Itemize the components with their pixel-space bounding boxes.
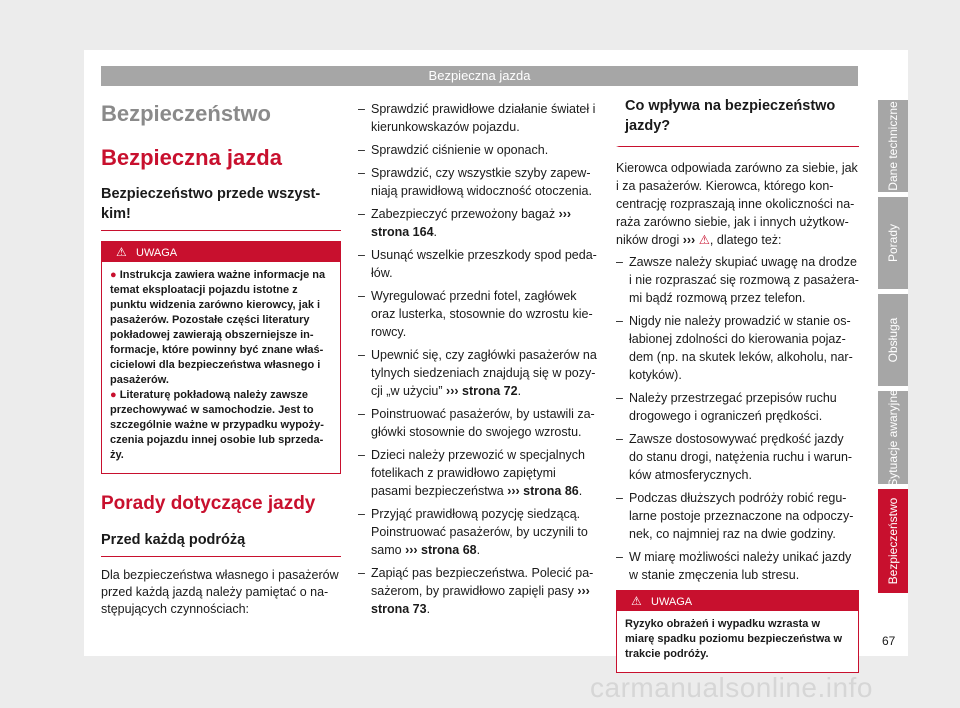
checklist-item: – Dzieci należy przewozić w specjalnych fotelikach z prawidłowo zapiętymi pasami bezpieczeństwa ››› strona 86. — [358, 446, 598, 500]
warning-label: UWAGA — [136, 247, 178, 259]
page-reference-link[interactable]: ››› strona 72 — [446, 384, 518, 398]
advice-item: – Nigdy nie należy prowadzić w stanie os-łabionej zdolności do kierowania pojaz-dem (np. na skutek leków, alkoholu, nar-kotyków). — [616, 312, 859, 384]
advice-item: – Zawsze dostosowywać prędkość jazdy do stanu drogi, natężenia ruchu i warun-ków atmosferycznych. — [616, 430, 859, 484]
section-title: Bezpieczna jazda — [101, 145, 282, 170]
page-reference-link[interactable]: ››› strona 164 — [371, 207, 572, 239]
warning-icon: ⚠ — [631, 594, 642, 608]
column-right — [616, 96, 859, 673]
advice-item: – Podczas dłuższych podróży robić regu-larne postoje przeznaczone na odpoczy-nek, co najmniej raz na dwie godziny. — [616, 489, 859, 543]
checklist-item: – Zapiąć pas bezpieczeństwa. Polecić pa-sażerom, by prawidłowo zapięli pasy ››› strona 73. — [358, 564, 598, 618]
warning-icon: ⚠ — [698, 233, 710, 247]
warning-header — [102, 242, 340, 262]
tab-obsluga[interactable]: Obsługa — [878, 294, 908, 386]
page-reference-link[interactable]: ››› strona 73 — [371, 584, 590, 616]
section-title-2: Porady dotyczące jazdy — [101, 493, 316, 514]
warning-item: ● Instrukcja zawiera ważne informacje na temat eksploatacji pojazdu istotne z punktu widzenia zarówno kierowcy, jak i pasażerów. Pozostałe części literatury pokładowej zawierają obszerniejsze in-formacje, które powinny być znane właś-cicielowi dla bezpieczeństwa własnego i pasażerów. — [110, 269, 326, 386]
warning-item: ● Literaturę pokładową należy zawsze przechowywać w samochodzie. Jest to szczególnie ważne w przypadku wypoży-czenia pojazdu innej osobie lub sprzeda-ży. — [110, 389, 324, 461]
tab-sytuacje-awaryjne[interactable]: Sytuacje awaryjne — [878, 391, 908, 484]
chapter-title: Bezpieczeństwo — [101, 101, 271, 126]
warning-header — [617, 591, 858, 611]
advice-item: – W miarę możliwości należy unikać jazdy w stanie zmęczenia lub stresu. — [616, 548, 859, 584]
bullet-icon: ● — [110, 389, 120, 401]
advice-item: – Zawsze należy skupiać uwagę na drodze i nie rozpraszać się rozmową z pasażera-mi bądź rozmową przez telefon. — [616, 253, 859, 307]
checklist-item: – Upewnić się, czy zagłówki pasażerów na tylnych siedzeniach znajdują się w pozy-cji „w użyciu” ››› strona 72. — [358, 346, 598, 400]
page-reference-link[interactable]: ››› strona 86 — [507, 484, 579, 498]
warning-label: UWAGA — [651, 596, 693, 608]
advice-list — [616, 253, 859, 584]
checklist-item: – Poinstruować pasażerów, by ustawili za-główki stosownie do swojego wzrostu. — [358, 405, 598, 441]
warning-box — [101, 241, 341, 474]
advice-item: – Należy przestrzegać przepisów ruchu drogowego i ograniczeń prędkości. — [616, 389, 859, 425]
column-left — [101, 100, 341, 618]
warning-icon: ⚠ — [116, 245, 127, 259]
checklist-item: – Sprawdzić, czy wszystkie szyby zapew-niają prawidłową widoczność otoczenia. — [358, 164, 598, 200]
tab-dane-techniczne[interactable]: Dane techniczne — [878, 100, 908, 192]
checklist-item: – Sprawdzić ciśnienie w oponach. — [358, 141, 598, 159]
watermark: carmanualsonline.info — [590, 672, 873, 703]
column-middle — [358, 100, 598, 623]
page-number: 67 — [882, 634, 896, 648]
tab-porady[interactable]: Porady — [878, 197, 908, 289]
intro-paragraph: Dla bezpieczeństwa własnego i pasażerów przed każdą jazdą należy pamiętać o na-stępujących czynnościach: — [101, 568, 339, 616]
subsection-title: Bezpieczeństwo przede wszyst-kim! — [101, 184, 341, 231]
page-reference-link[interactable]: ››› strona 68 — [405, 543, 477, 557]
reference-arrow[interactable]: ››› — [682, 233, 696, 247]
checklist-item: – Sprawdzić prawidłowe działanie świateł i kierunkowskazów pojazdu. — [358, 100, 598, 136]
warning-body: Ryzyko obrażeń i wypadku wzrasta w miarę spadku poziomu bezpieczeństwa w trakcie podróży. — [617, 611, 858, 672]
warning-body — [102, 262, 340, 473]
bullet-icon: ● — [110, 269, 120, 281]
tab-bezpieczenstwo[interactable]: Bezpieczeństwo — [878, 489, 908, 593]
checklist-item: – Wyregulować przedni fotel, zagłówek oraz lusterka, stosownie do wzrostu kie-rowcy. — [358, 287, 598, 341]
checklist — [358, 100, 598, 618]
checklist-item: – Przyjąć prawidłową pozycję siedzącą. Poinstruować pasażerów, by uczynili to samo ››› strona 68. — [358, 505, 598, 559]
subsection-title-2: Przed każdą podróżą — [101, 530, 341, 557]
question-heading: Co wpływa na bezpieczeństwo jazdy? — [616, 96, 859, 147]
checklist-item: – Usunąć wszelkie przeszkody spod peda-łów. — [358, 246, 598, 282]
paragraph: Kierowca odpowiada zarówno za siebie, jak i za pasażerów. Kierowca, którego kon-centrację rozpraszają inne okoliczności na-raża zarówno siebie, jak i innych użytkow-ników drogi ››› ⚠, dlatego też: — [616, 161, 858, 247]
checklist-item: – Zabezpieczyć przewożony bagaż ››› strona 164. — [358, 205, 598, 241]
running-header: Bezpieczna jazda — [101, 66, 858, 86]
warning-box-2 — [616, 590, 859, 673]
